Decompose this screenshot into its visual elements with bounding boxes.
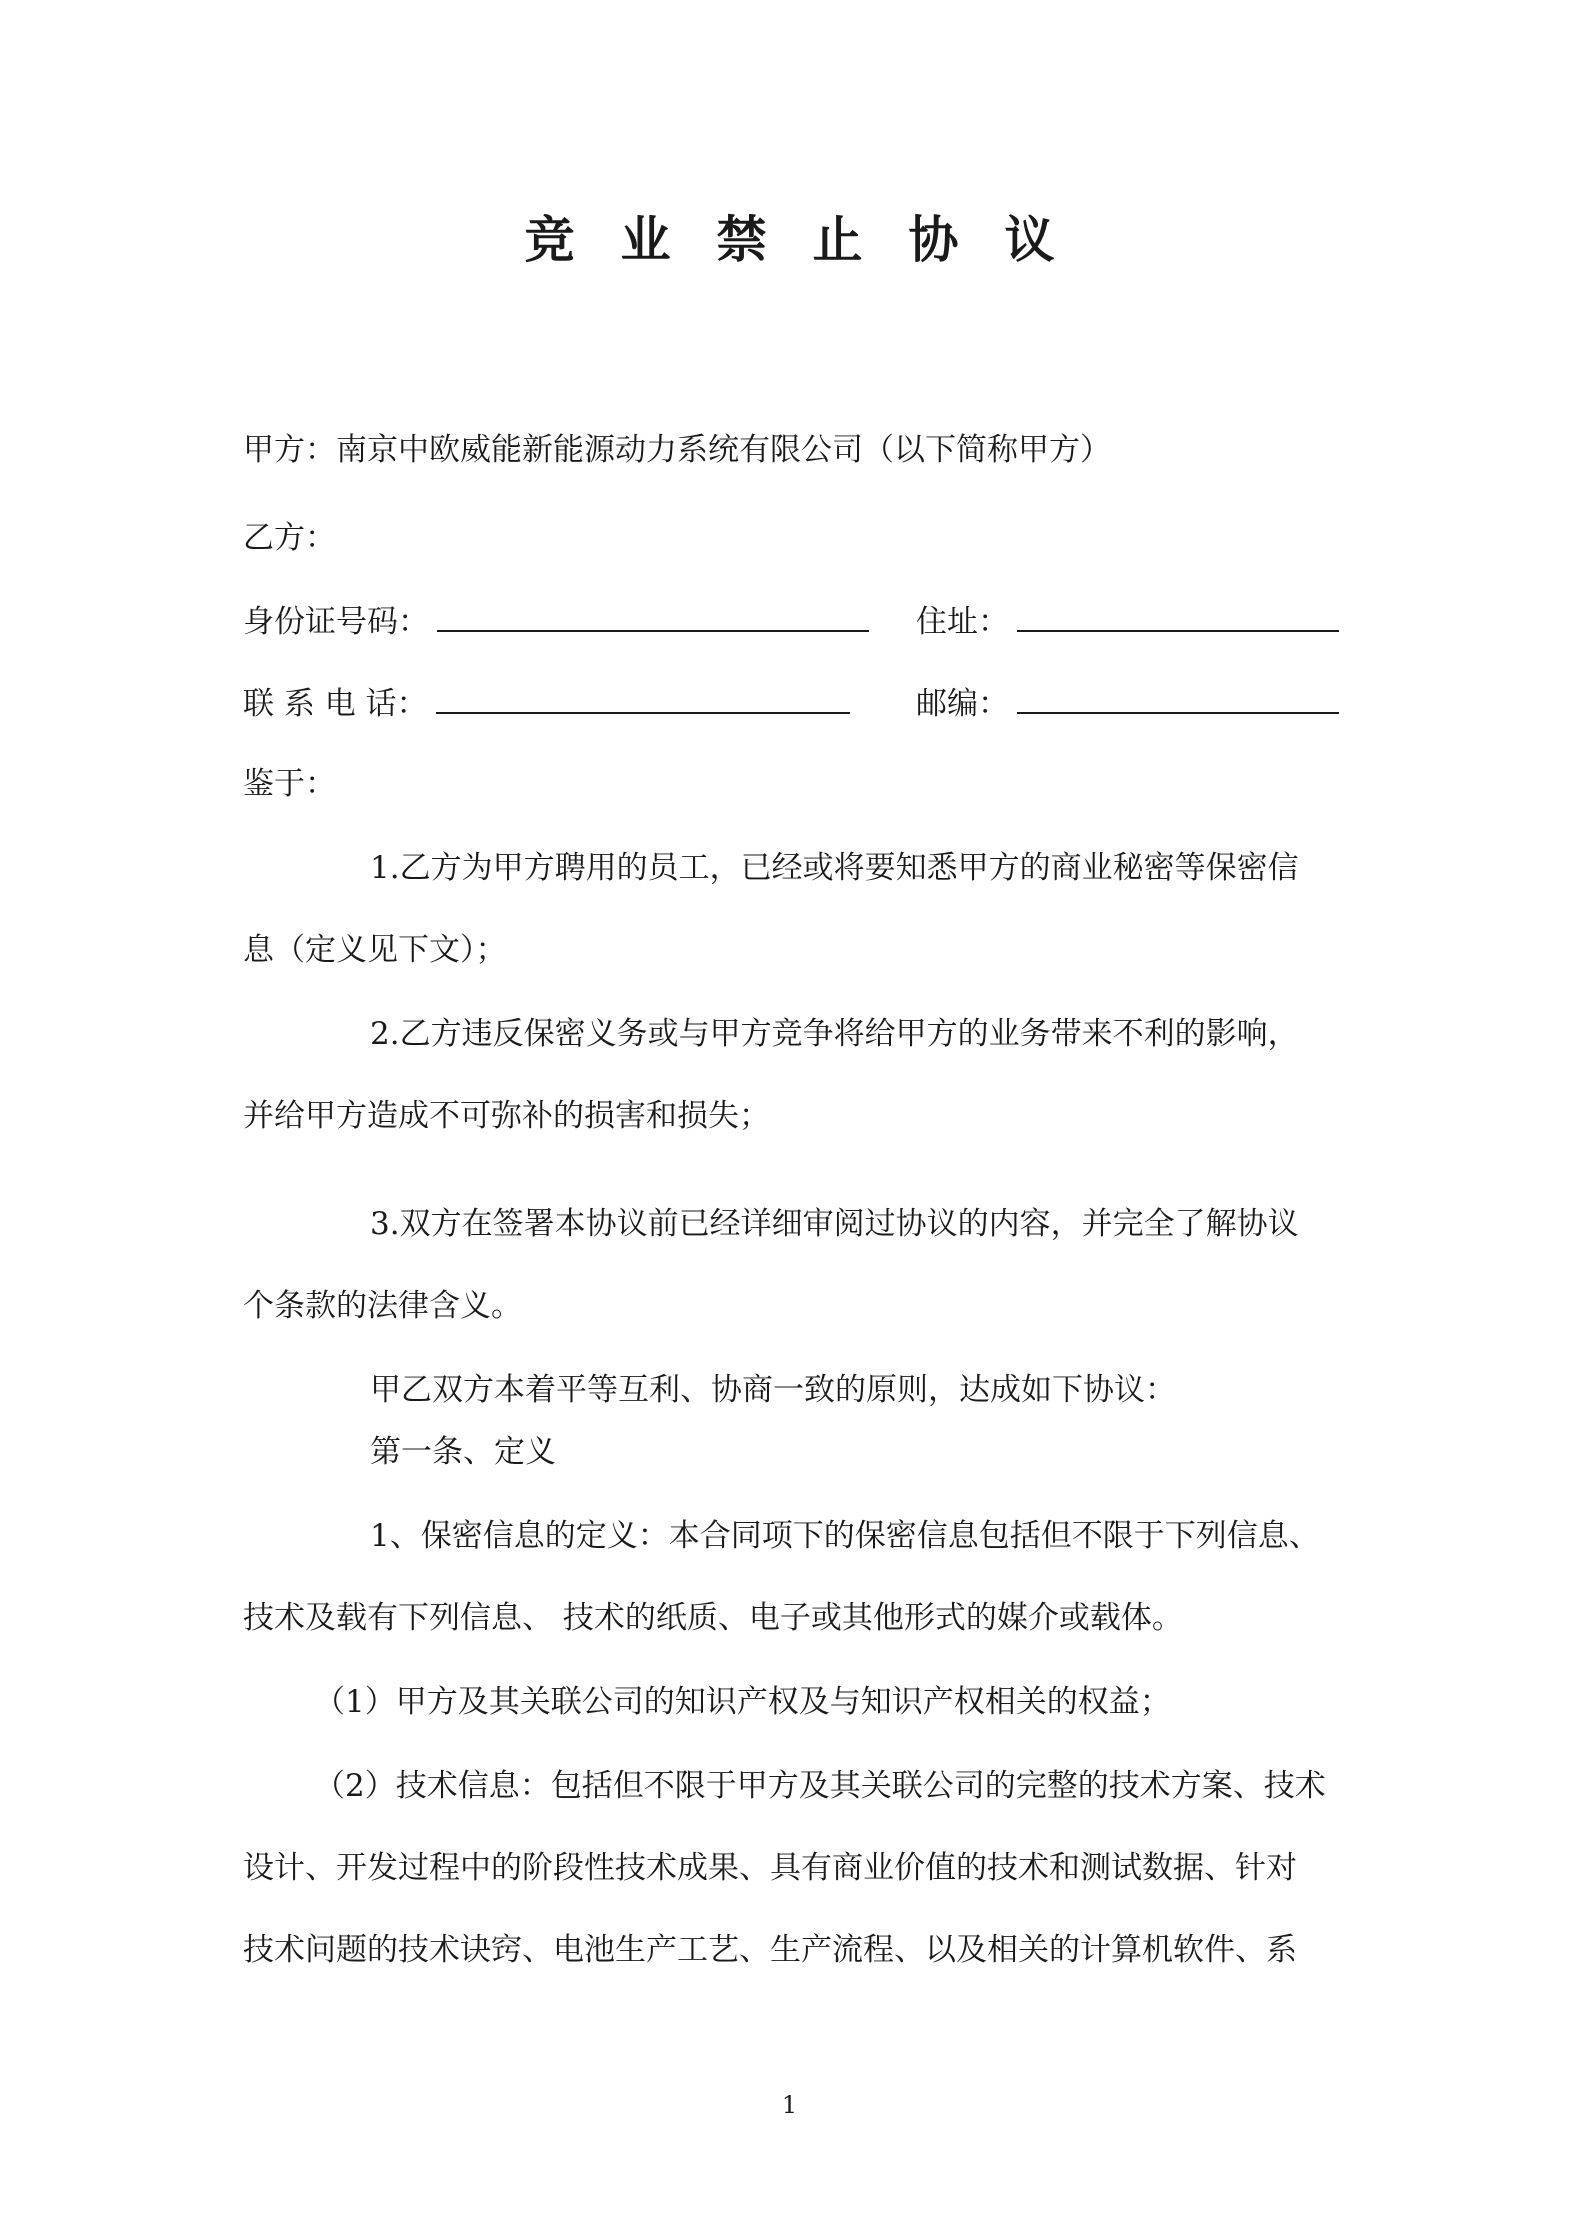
postcode-field[interactable] bbox=[1017, 682, 1339, 714]
whereas-item-1-line-1: 1.乙方为甲方聘用的员工，已经或将要知悉甲方的商业秘密等保密信 bbox=[370, 850, 1299, 886]
sub-item-2-line-2: 设计、开发过程中的阶段性技术成果、具有商业价值的技术和测试数据、针对 bbox=[243, 1850, 1297, 1886]
whereas-item-3-line-2: 个条款的法律含义。 bbox=[243, 1288, 522, 1324]
phone-field[interactable] bbox=[436, 682, 850, 714]
whereas-item-3-line-1: 3.双方在签署本协议前已经详细审阅过协议的内容，并完全了解协议 bbox=[370, 1206, 1299, 1242]
document-title: 竞业禁止协议 bbox=[524, 210, 1101, 269]
sub-item-1: （1）甲方及其关联公司的知识产权及与知识产权相关的权益； bbox=[314, 1684, 1171, 1720]
page-number: 1 bbox=[781, 2091, 798, 2119]
phone-row bbox=[243, 682, 850, 724]
postcode-label: 邮编： bbox=[916, 686, 1009, 722]
sub-item-2-line-1: （2）技术信息：包括但不限于甲方及其关联公司的完整的技术方案、技术 bbox=[314, 1768, 1326, 1804]
whereas-heading: 鉴于： bbox=[243, 766, 336, 802]
article-1-heading: 第一条、定义 bbox=[370, 1434, 556, 1470]
id-address-row bbox=[243, 600, 869, 642]
party-b-line: 乙方： bbox=[243, 520, 336, 556]
phone-label: 联 系 电 话： bbox=[243, 686, 428, 722]
whereas-item-1-line-2: 息（定义见下文）； bbox=[243, 932, 507, 968]
agreement-intro: 甲乙双方本着平等互利、协商一致的原则，达成如下协议： bbox=[370, 1372, 1176, 1408]
sub-item-2-line-3: 技术问题的技术诀窍、电池生产工艺、生产流程、以及相关的计算机软件、系 bbox=[243, 1932, 1297, 1968]
address-label: 住址： bbox=[916, 604, 1009, 640]
definition-1-line-2: 技术及载有下列信息、 技术的纸质、电子或其他形式的媒介或载体。 bbox=[243, 1600, 1183, 1636]
whereas-item-2-line-1: 2.乙方违反保密义务或与甲方竞争将给甲方的业务带来不利的影响， bbox=[370, 1016, 1299, 1052]
address-field[interactable] bbox=[1017, 600, 1339, 632]
id-number-field[interactable] bbox=[437, 600, 869, 632]
postcode-group bbox=[916, 682, 1339, 724]
address-group bbox=[916, 600, 1339, 642]
party-a-line: 甲方：南京中欧威能新能源动力系统有限公司（以下简称甲方） bbox=[243, 432, 1111, 468]
definition-1-line-1: 1、保密信息的定义：本合同项下的保密信息包括但不限于下列信息、 bbox=[370, 1518, 1320, 1554]
whereas-item-2-line-2: 并给甲方造成不可弥补的损害和损失； bbox=[243, 1098, 770, 1134]
id-label: 身份证号码： bbox=[243, 604, 429, 640]
